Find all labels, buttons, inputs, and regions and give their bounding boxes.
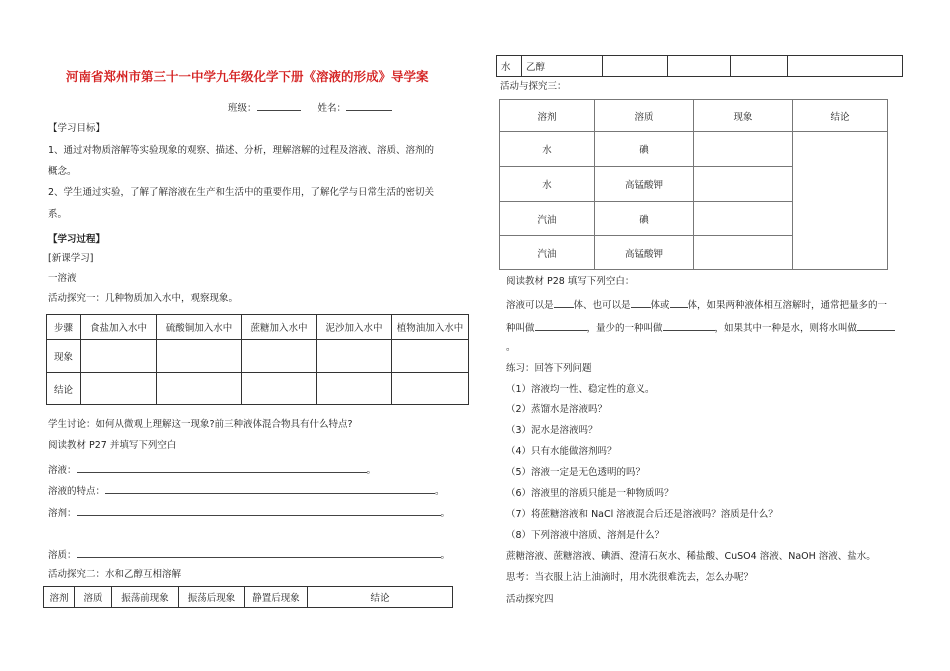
table2-header-solute: 溶质 xyxy=(75,587,112,608)
table1-cell[interactable] xyxy=(317,373,392,405)
fill-blank[interactable] xyxy=(670,298,688,308)
table2-header-solvent: 溶剂 xyxy=(44,587,75,608)
table1-row-phenomenon: 现象 xyxy=(47,340,81,373)
table2-row-solute: 乙醇 xyxy=(522,56,603,77)
table2-header-after-shake: 振荡后现象 xyxy=(179,587,245,608)
table1-cell[interactable] xyxy=(242,340,317,373)
fill-line-2 xyxy=(506,321,895,334)
think-question: 思考：当衣服上沾上油滴时，用水洗很难洗去，怎么办呢？ xyxy=(506,572,754,583)
activity-1-table xyxy=(46,314,469,405)
table3-cell[interactable] xyxy=(694,132,793,167)
fill-text: 体或 xyxy=(650,300,670,311)
process-heading: 【学习过程】 xyxy=(48,234,106,245)
solvent-label: 溶剂： xyxy=(48,508,77,519)
table3-row4-solvent: 汽油 xyxy=(500,236,595,270)
table1-cell[interactable] xyxy=(81,373,157,405)
goals-heading: 【学习目标】 xyxy=(48,123,106,134)
question-7: （7）将蔗糖溶液和 NaCl 溶液混合后还是溶液吗？溶质是什么？ xyxy=(506,509,778,520)
solution-features-field[interactable] xyxy=(105,484,435,494)
student-discussion: 学生讨论：如何从微观上理解这一现象?前三种液体混合物具有什么特点? xyxy=(48,419,353,430)
table1-cell[interactable] xyxy=(392,373,469,405)
name-label: 姓名： xyxy=(317,103,347,114)
goal-2-line-1: 2、学生通过实验，了解了解溶液在生产和生活中的重要作用，了解化学与日常生活的密切关 xyxy=(48,187,435,198)
table3-row3-solvent: 汽油 xyxy=(500,202,595,236)
fill-text: 体，如果两种液体相互溶解时，通常把量多的一 xyxy=(687,300,888,311)
table2-cell[interactable] xyxy=(668,56,731,77)
goal-1-line-1: 1、通过对物质溶解等实验现象的观察、描述、分析，理解溶解的过程及溶液、溶质、溶剂的 xyxy=(48,145,435,156)
question-3: （3）泥水是溶液吗？ xyxy=(506,425,598,436)
table3-header-conclusion: 结论 xyxy=(793,100,888,132)
activity-1-heading: 活动探究一：几种物质加入水中，观察现象。 xyxy=(48,293,239,304)
name-field[interactable] xyxy=(346,101,392,111)
solvent-line: 溶剂： 。 xyxy=(48,508,451,519)
table1-cell[interactable] xyxy=(317,340,392,373)
practice-heading: 练习：回答下列问题 xyxy=(506,363,592,374)
table2-cell[interactable] xyxy=(788,56,903,77)
fill-blank[interactable] xyxy=(663,321,715,331)
solute-line: 溶质： 。 xyxy=(48,550,451,561)
fill-text: 体、也可以是 xyxy=(573,300,631,311)
activity-2-table xyxy=(43,586,453,608)
table1-row-conclusion: 结论 xyxy=(47,373,81,405)
table3-cell[interactable] xyxy=(694,202,793,236)
fill-blank[interactable] xyxy=(535,321,587,331)
question-1: （1）溶液均一性、稳定性的意义。 xyxy=(506,384,655,395)
table3-row1-solute: 碘 xyxy=(595,132,694,167)
table3-cell[interactable] xyxy=(694,167,793,202)
table3-header-phenomenon: 现象 xyxy=(694,100,793,132)
table2-cell[interactable] xyxy=(731,56,788,77)
fill-text: 溶液可以是 xyxy=(506,300,554,311)
table2-cell[interactable] xyxy=(603,56,668,77)
fill-blank[interactable] xyxy=(554,298,574,308)
table3-cell[interactable] xyxy=(694,236,793,270)
fill-text: ，量少的一种叫做 xyxy=(586,323,663,334)
table1-cell[interactable] xyxy=(81,340,157,373)
class-name-line xyxy=(228,101,392,114)
table3-row3-solute: 碘 xyxy=(595,202,694,236)
fill-line-end: 。 xyxy=(506,342,516,353)
table3-header-solute: 溶质 xyxy=(595,100,694,132)
fill-blank[interactable] xyxy=(631,298,651,308)
solutions-list: 蔗糖溶液、蔗糖溶液、碘酒、澄清石灰水、稀盐酸、CuSO4 溶液、NaOH 溶液、盐水。 xyxy=(506,551,876,562)
table3-row4-solute: 高锰酸钾 xyxy=(595,236,694,270)
solvent-field[interactable] xyxy=(77,506,441,516)
activity-4-heading: 活动探究四 xyxy=(506,594,554,605)
table1-cell[interactable] xyxy=(242,373,317,405)
solution-field[interactable] xyxy=(77,463,367,473)
table1-header-salt: 食盐加入水中 xyxy=(81,315,157,340)
read-p28-instruction: 阅读教材 P28 填写下列空白： xyxy=(506,276,635,287)
question-5: （5）溶液一定是无色透明的吗？ xyxy=(506,467,646,478)
goal-1-line-2: 概念。 xyxy=(48,166,77,177)
section-one-heading: 一溶液 xyxy=(48,273,77,284)
goal-2-line-2: 系。 xyxy=(48,209,68,220)
solution-features-label: 溶液的特点： xyxy=(48,486,106,497)
solution-label: 溶液： xyxy=(48,465,77,476)
question-2: （2）蒸馏水是溶液吗？ xyxy=(506,404,608,415)
read-p27-instruction: 阅读教材 P27 并填写下列空白 xyxy=(48,440,177,451)
question-6: （6）溶液里的溶质只能是一种物质吗？ xyxy=(506,488,674,499)
solution-features-line: 溶液的特点： 。 xyxy=(48,486,445,497)
fill-text: ，如果其中一种是水，则将水叫做 xyxy=(714,323,858,334)
table2-header-before-shake: 振荡前现象 xyxy=(112,587,179,608)
solute-field[interactable] xyxy=(77,548,441,558)
activity-3-table xyxy=(499,99,888,270)
table1-header-mud: 泥沙加入水中 xyxy=(317,315,392,340)
table3-row2-solvent: 水 xyxy=(500,167,595,202)
page-title: 河南省郑州市第三十一中学九年级化学下册《溶液的形成》导学案 xyxy=(66,69,429,84)
solute-label: 溶质： xyxy=(48,550,77,561)
table2-header-after-standing: 静置后现象 xyxy=(245,587,308,608)
table1-header-copper-sulfate: 硫酸铜加入水中 xyxy=(157,315,242,340)
table3-conclusion-cell[interactable] xyxy=(793,132,888,270)
table1-cell[interactable] xyxy=(392,340,469,373)
table1-cell[interactable] xyxy=(157,340,242,373)
question-4: （4）只有水能做溶剂吗？ xyxy=(506,446,617,457)
table2-header-conclusion: 结论 xyxy=(308,587,453,608)
fill-blank[interactable] xyxy=(857,321,895,331)
table2-row-solvent: 水 xyxy=(497,56,522,77)
class-label: 班级： xyxy=(228,103,257,114)
activity-2-table-continued xyxy=(496,55,903,77)
fill-line-1 xyxy=(506,298,887,311)
solution-definition-line: 溶液： 。 xyxy=(48,465,377,476)
new-lesson-label: [新课学习] xyxy=(48,253,94,264)
table1-header-step: 步骤 xyxy=(47,315,81,340)
activity-2-heading: 活动探究二：水和乙醇互相溶解 xyxy=(48,569,182,580)
table1-cell[interactable] xyxy=(157,373,242,405)
activity-3-heading: 活动与探究三： xyxy=(500,81,567,92)
table1-header-sugar: 蔗糖加入水中 xyxy=(242,315,317,340)
table1-header-oil: 植物油加入水中 xyxy=(392,315,469,340)
table3-row1-solvent: 水 xyxy=(500,132,595,167)
class-field[interactable] xyxy=(257,101,301,111)
question-8: （8）下列溶液中溶质、溶剂是什么？ xyxy=(506,530,665,541)
table3-row2-solute: 高锰酸钾 xyxy=(595,167,694,202)
fill-text: 种叫做 xyxy=(506,323,535,334)
table3-header-solvent: 溶剂 xyxy=(500,100,595,132)
